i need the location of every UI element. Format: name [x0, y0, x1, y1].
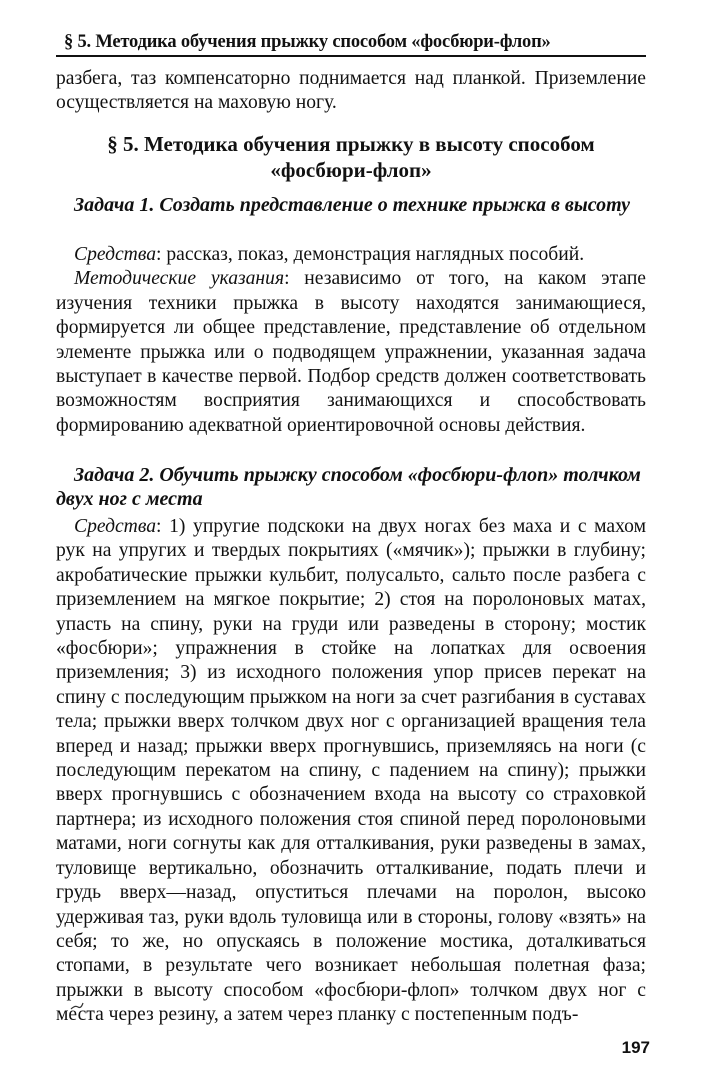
intro-paragraph: разбега, таз компенсаторно поднимается над планкой. Приземление осуществляется на маховую ногу.	[56, 68, 646, 114]
task1-guidelines-paragraph	[56, 267, 646, 438]
task1-means-paragraph	[56, 243, 646, 267]
ink-mark-icon	[70, 1001, 84, 1011]
task1-body	[56, 243, 646, 438]
running-head	[56, 30, 646, 57]
running-head-text: § 5. Методика обучения прыжку способом «фосбюри-флоп»	[64, 32, 551, 52]
intro-paragraph-block	[56, 67, 646, 116]
task1-guidelines-label: Методические указания	[74, 268, 285, 290]
task1-guidelines-text: : независимо от того, на каком этапе изучения техники прыжка в высоту находятся занимающиеся, формируется ли общее представление, представление об отдельном элементе прыжка или о подводящем упражнении, указанная задача выступает в качестве первой. Подбор средств должен соответствовать возможностям восприятия занимающихся и способствовать формированию адекватной ориентировочной основы действия.	[56, 268, 646, 436]
task2-means-text: : 1) упругие подскоки на двух ногах без маха и с махом рук на упругих и твердых покрытиях («мячик»); прыжки в глубину; акробатические прыжки кульбит, полусальто, сальто после разбега с приземлением на мягкое покрытие; 2) стоя на поролоновых матах, упасть на спину, руки на груди или разведены в сторону; мостик «фосбюри»; упражнения в стойке на лопатках для освоения приземления; 3) из исходного положения упор присев перекат на спину с последующим прыжком на ноги за счет разгибания в суставах тела; прыжки вверх толчком двух ног с организацией вращения тела вперед и назад; прыжки вверх прогнувшись, приземляясь на ноги (с последующим перекатом на спину, с падением на спину); прыжки вверх прогнувшись с обозначением входа на высоту со страховкой партнера; из исходного положения стоя спиной перед поролоновыми матами, ноги согнуты как для отталкивания, руки разведены в замах, туловище вертикально, обозначить отталкивание, подать плечи и грудь вверх—назад, опуститься плечами на поролон, высоко удерживая таз, руки вдоль туловища или в стороны, голову «взять» на себя; то же, но опускаясь в положение мостика, доталкиваться стопами, в результате чего возникает небольшая полетная фаза; прыжки в высоту способом «фосбюри-флоп» толчком двух ног с места через резину, а затем через планку с постепенным подъ-	[56, 516, 646, 1026]
page-number: 197	[621, 1038, 650, 1057]
task2-means-label: Средства	[74, 516, 157, 537]
task2-body	[56, 515, 646, 1028]
task2-means-paragraph	[56, 515, 646, 1028]
task1-means-label: Средства	[74, 244, 157, 265]
task1-heading: Задача 1. Создать представление о технике прыжка в высоту	[74, 194, 631, 216]
task2-heading: Задача 2. Обучить прыжку способом «фосбюри-флоп» толчком двух ног с места	[56, 464, 641, 510]
section-title: § 5. Методика обучения прыжку в высоту способом «фосбюри-флоп»	[107, 132, 595, 182]
task1-means-text: : рассказ, показ, демонстрация наглядных пособий.	[156, 244, 585, 265]
